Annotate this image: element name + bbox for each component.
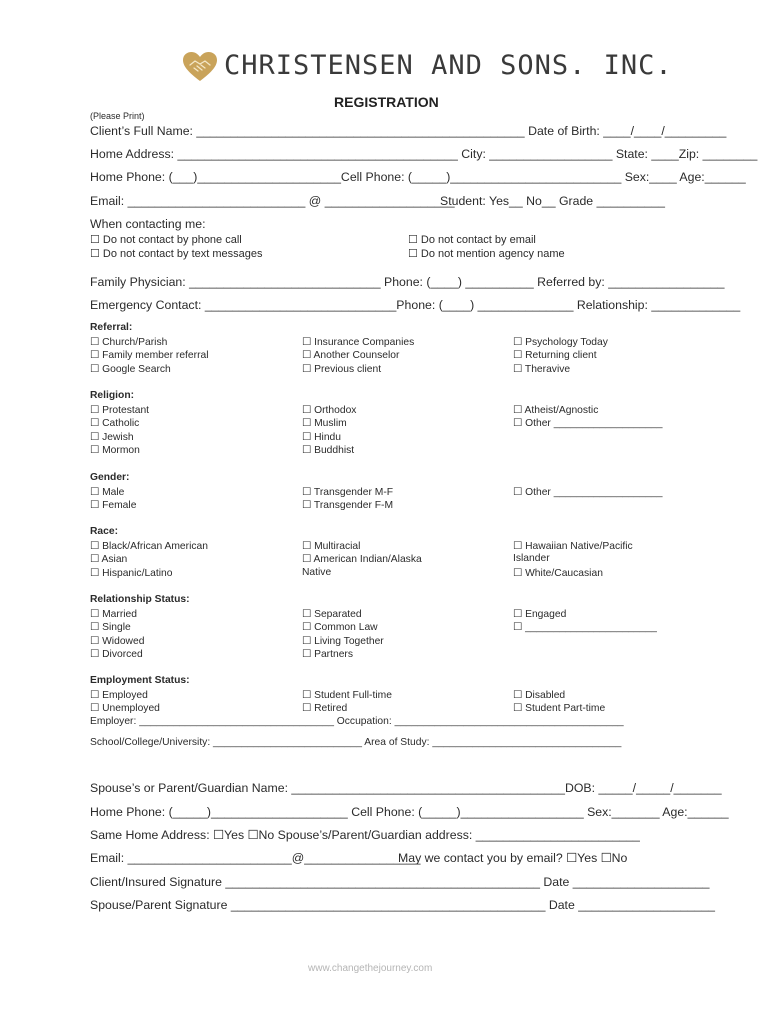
referral-option[interactable]: ☐ Family member referral [90, 350, 209, 362]
employment-option[interactable]: ☐ Student Part-time [513, 703, 606, 715]
no-email-checkbox[interactable]: ☐ Do not contact by email [408, 234, 536, 246]
gender-option[interactable]: ☐ Other ___________________ [513, 486, 663, 498]
race-option-continued: Islander [513, 553, 550, 565]
emergency-contact-line[interactable]: Emergency Contact: ____________________________Phone: (____) ______________ Relationship: _____________ [90, 298, 741, 312]
gender-option[interactable]: ☐ Transgender F-M [302, 500, 394, 512]
page-title: REGISTRATION [334, 94, 439, 110]
religion-option[interactable]: ☐ Buddhist [302, 445, 355, 457]
email-line[interactable]: Email: __________________________ @ ___________________ [90, 194, 455, 208]
referral-option[interactable]: ☐ Theravive [513, 363, 571, 375]
relationship-option[interactable]: ☐ Common Law [302, 622, 378, 634]
gender-option[interactable]: ☐ Male [90, 486, 125, 498]
religion-option[interactable]: ☐ Hindu [302, 431, 341, 443]
spouse-name-line[interactable]: Spouse’s or Parent/Guardian Name: ________________________________________DOB: _____/_____/_______ [90, 781, 722, 795]
referral-option[interactable]: ☐ Returning client [513, 350, 597, 362]
student-grade-line[interactable]: Student: Yes__ No__ Grade __________ [440, 194, 665, 208]
referral-option[interactable]: ☐ Google Search [90, 363, 171, 375]
race-option[interactable]: ☐ Black/African American [90, 540, 208, 552]
employment-option[interactable]: ☐ Unemployed [90, 703, 160, 715]
religion-option[interactable]: ☐ Orthodox [302, 404, 357, 416]
relationship-option[interactable]: ☐ Separated [302, 608, 362, 620]
referral-option[interactable]: ☐ Church/Parish [90, 336, 168, 348]
no-phone-checkbox[interactable]: ☐ Do not contact by phone call [90, 234, 242, 246]
spouse-signature-line[interactable]: Spouse/Parent Signature ______________________________________________ Date ____________________ [90, 898, 716, 912]
relationship-option[interactable]: ☐ Single [90, 622, 131, 634]
company-name: CHRISTENSEN AND SONS. INC. [224, 50, 673, 81]
contact-heading: When contacting me: [90, 217, 206, 231]
please-print-note: (Please Print) [90, 111, 145, 121]
referral-option[interactable]: ☐ Insurance Companies [302, 336, 415, 348]
relationship-option[interactable]: ☐ Living Together [302, 635, 384, 647]
employment-option[interactable]: ☐ Disabled [513, 689, 566, 701]
email-consent-line[interactable]: May we contact you by email? ☐Yes ☐No [398, 851, 628, 865]
same-address-line[interactable]: Same Home Address: ☐Yes ☐No Spouse’s/Parent/Guardian address: ________________________ [90, 828, 640, 842]
family-physician-line[interactable]: Family Physician: ____________________________ Phone: (____) __________ Referred by: _________________ [90, 275, 725, 289]
religion-option[interactable]: ☐ Other ___________________ [513, 418, 663, 430]
relationship-heading: Relationship Status: [90, 594, 190, 605]
referral-option[interactable]: ☐ Psychology Today [513, 336, 608, 348]
race-option[interactable]: ☐ Multiracial [302, 540, 361, 552]
no-text-checkbox[interactable]: ☐ Do not contact by text messages [90, 248, 263, 260]
school-study-line[interactable]: School/College/University: __________________________ Area of Study: _________________________________ [90, 737, 622, 748]
race-option[interactable]: ☐ Hawaiian Native/Pacific [513, 540, 633, 552]
referral-option[interactable]: ☐ Previous client [302, 363, 382, 375]
employer-occupation-line[interactable]: Employer: __________________________________ Occupation: ________________________________________ [90, 715, 624, 727]
spouse-phone-line[interactable]: Home Phone: (_____)____________________ Cell Phone: (_____)__________________ Sex:_______ Age:______ [90, 805, 729, 819]
race-option[interactable]: ☐ Asian [90, 554, 128, 566]
relationship-option[interactable]: ☐ Partners [302, 649, 354, 661]
race-option[interactable]: ☐ White/Caucasian [513, 567, 603, 579]
relationship-option[interactable]: ☐ Widowed [90, 635, 145, 647]
religion-option[interactable]: ☐ Atheist/Agnostic [513, 404, 599, 416]
no-agency-name-checkbox[interactable]: ☐ Do not mention agency name [408, 248, 565, 260]
race-option[interactable]: ☐ American Indian/Alaska [302, 554, 422, 566]
client-name-dob-line[interactable]: Client’s Full Name: ________________________________________________ Date of Birth: ____/____/_________ [90, 124, 727, 138]
employment-heading: Employment Status: [90, 675, 190, 686]
religion-option[interactable]: ☐ Mormon [90, 445, 140, 457]
employment-option[interactable]: ☐ Retired [302, 703, 348, 715]
footer-url: www.changethejourney.com [308, 963, 433, 974]
race-option[interactable]: ☐ Hispanic/Latino [90, 567, 173, 579]
gender-heading: Gender: [90, 472, 130, 483]
race-heading: Race: [90, 526, 119, 537]
heart-handshake-icon [182, 51, 218, 83]
relationship-option[interactable]: ☐ Married [90, 608, 137, 620]
employment-option[interactable]: ☐ Student Full-time [302, 689, 392, 701]
referral-heading: Referral: [90, 322, 133, 333]
religion-option[interactable]: ☐ Jewish [90, 431, 134, 443]
gender-option[interactable]: ☐ Female [90, 500, 137, 512]
religion-option[interactable]: ☐ Protestant [90, 404, 150, 416]
relationship-option[interactable]: ☐ Divorced [90, 649, 143, 661]
religion-option[interactable]: ☐ Muslim [302, 418, 347, 430]
relationship-option[interactable]: ☐ Engaged [513, 608, 567, 620]
religion-option[interactable]: ☐ Catholic [90, 418, 140, 430]
religion-heading: Religion: [90, 390, 135, 401]
spouse-email-line[interactable]: Email: ________________________@_________________ [90, 851, 421, 865]
race-option-continued: Native [302, 566, 332, 578]
phone-sex-age-line[interactable]: Home Phone: (___)_____________________Cell Phone: (_____)_________________________ Sex:____ Age:______ [90, 170, 746, 184]
gender-option[interactable]: ☐ Transgender M-F [302, 486, 394, 498]
employment-option[interactable]: ☐ Employed [90, 689, 148, 701]
client-signature-line[interactable]: Client/Insured Signature ______________________________________________ Date ____________________ [90, 875, 710, 889]
relationship-option[interactable]: ☐ _______________________ [513, 622, 657, 634]
home-address-line[interactable]: Home Address: _________________________________________ City: __________________ State: ____Zip: ________ [90, 147, 758, 161]
referral-option[interactable]: ☐ Another Counselor [302, 350, 400, 362]
